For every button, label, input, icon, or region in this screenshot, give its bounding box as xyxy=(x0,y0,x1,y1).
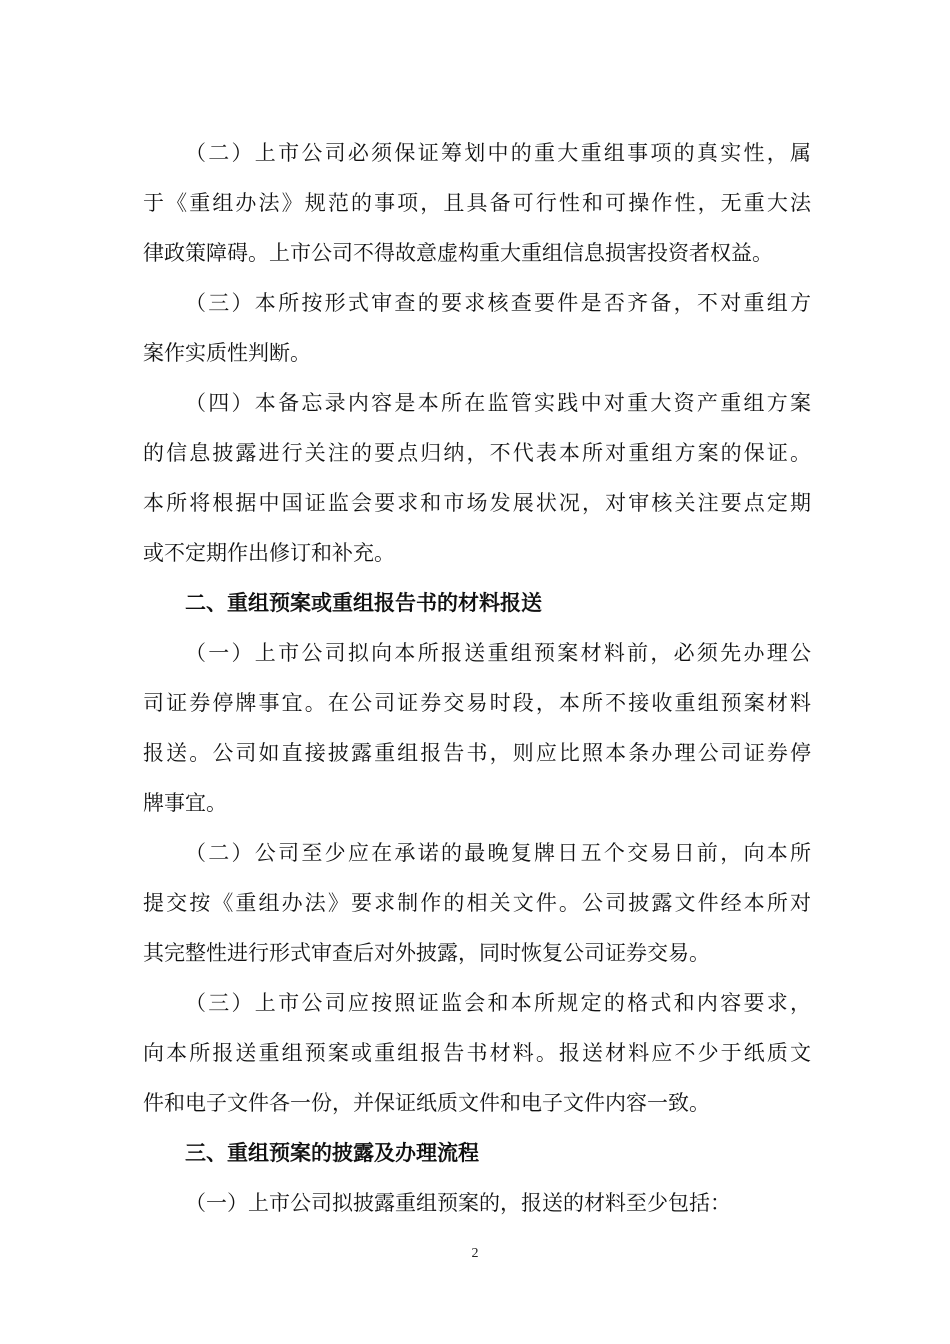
paragraph-line: 件和电子文件各一份，并保证纸质文件和电子文件内容一致。 xyxy=(143,1091,710,1115)
paragraph-line: 向本所报送重组预案或重组报告书材料。报送材料应不少于纸质文 xyxy=(143,1041,811,1065)
paragraph-line: 提交按《重组办法》要求制作的相关文件。公司披露文件经本所对 xyxy=(143,891,811,915)
paragraph-line: 于《重组办法》规范的事项，且具备可行性和可操作性，无重大法 xyxy=(143,191,811,215)
paragraph-line: 案作实质性判断。 xyxy=(143,341,311,365)
paragraph-line: 其完整性进行形式审查后对外披露，同时恢复公司证券交易。 xyxy=(143,941,710,965)
paragraph-line: （二）公司至少应在承诺的最晚复牌日五个交易日前，向本所 xyxy=(185,841,811,865)
paragraph-line: 的信息披露进行关注的要点归纳，不代表本所对重组方案的保证。 xyxy=(143,441,811,465)
paragraph-line: 报送。公司如直接披露重组报告书，则应比照本条办理公司证券停 xyxy=(143,741,811,765)
section-heading: 二、重组预案或重组报告书的材料报送 xyxy=(185,590,542,615)
paragraph-line: 本所将根据中国证监会要求和市场发展状况，对审核关注要点定期 xyxy=(143,491,811,515)
paragraph-line: （三）上市公司应按照证监会和本所规定的格式和内容要求， xyxy=(185,991,811,1015)
document-body xyxy=(143,128,811,1228)
paragraph-line: 或不定期作出修订和补充。 xyxy=(143,541,395,565)
paragraph-line: 牌事宜。 xyxy=(143,791,227,815)
paragraph-line: （一）上市公司拟向本所报送重组预案材料前，必须先办理公 xyxy=(185,641,811,665)
page-number: 2 xyxy=(471,1246,479,1261)
paragraph-line: （二）上市公司必须保证筹划中的重大重组事项的真实性，属 xyxy=(185,141,811,165)
paragraph-line: 律政策障碍。上市公司不得故意虚构重大重组信息损害投资者权益。 xyxy=(143,241,773,265)
section-heading: 三、重组预案的披露及办理流程 xyxy=(185,1140,479,1165)
paragraph-line: （三）本所按形式审查的要求核查要件是否齐备，不对重组方 xyxy=(185,291,811,315)
paragraph-line: （一）上市公司拟披露重组预案的，报送的材料至少包括： xyxy=(185,1191,731,1215)
paragraph-line: 司证券停牌事宜。在公司证券交易时段，本所不接收重组预案材料 xyxy=(143,691,811,715)
paragraph-line: （四）本备忘录内容是本所在监管实践中对重大资产重组方案 xyxy=(185,391,811,415)
